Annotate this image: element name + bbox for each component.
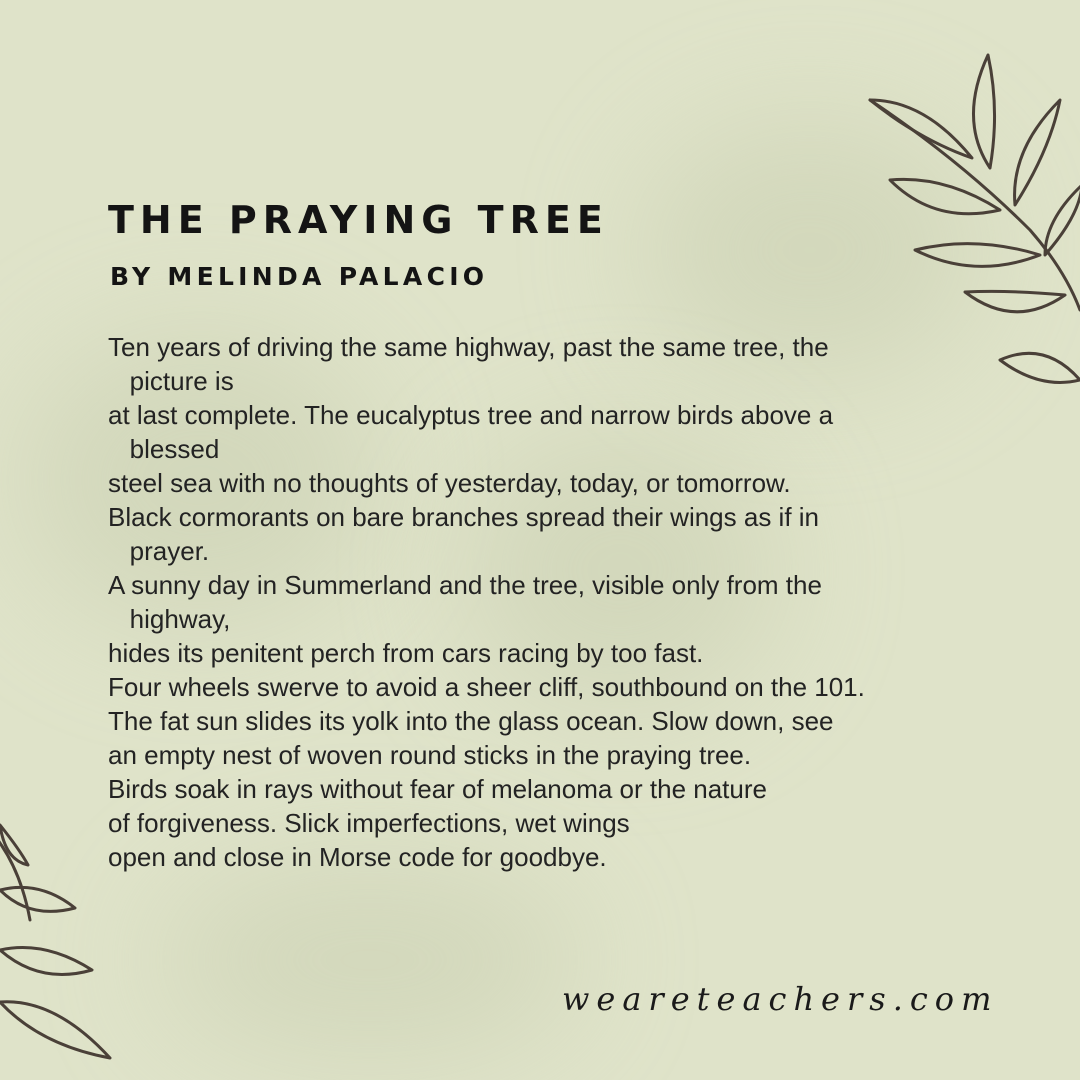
poem-line: Ten years of driving the same highway, past the same tree, the <box>108 332 829 362</box>
poem-line: open and close in Morse code for goodbye. <box>108 842 607 872</box>
site-url: weareteachers.com <box>562 980 999 1018</box>
poem-title: THE PRAYING TREE <box>108 198 609 242</box>
poem-line: prayer. <box>108 536 210 566</box>
poem-body <box>108 330 988 874</box>
poem-line: Birds soak in rays without fear of melanoma or the nature <box>108 774 767 804</box>
poem-line: an empty nest of woven round sticks in the praying tree. <box>108 740 752 770</box>
poem-line: The fat sun slides its yolk into the glass ocean. Slow down, see <box>108 706 834 736</box>
poem-line: Black cormorants on bare branches spread their wings as if in <box>108 502 820 532</box>
poem-line: highway, <box>108 604 231 634</box>
poem-byline: BY MELINDA PALACIO <box>110 262 489 291</box>
background-shadow <box>160 860 580 1060</box>
poem-line: steel sea with no thoughts of yesterday, today, or tomorrow. <box>108 468 791 498</box>
poem-line: blessed <box>108 434 220 464</box>
poem-line: A sunny day in Summerland and the tree, visible only from the <box>108 570 822 600</box>
poem-line: at last complete. The eucalyptus tree and narrow birds above a <box>108 400 834 430</box>
poem-line: of forgiveness. Slick imperfections, wet wings <box>108 808 630 838</box>
poem-line: hides its penitent perch from cars racing by too fast. <box>108 638 704 668</box>
poem-line: picture is <box>108 366 234 396</box>
poem-line: Four wheels swerve to avoid a sheer cliff, southbound on the 101. <box>108 672 865 702</box>
